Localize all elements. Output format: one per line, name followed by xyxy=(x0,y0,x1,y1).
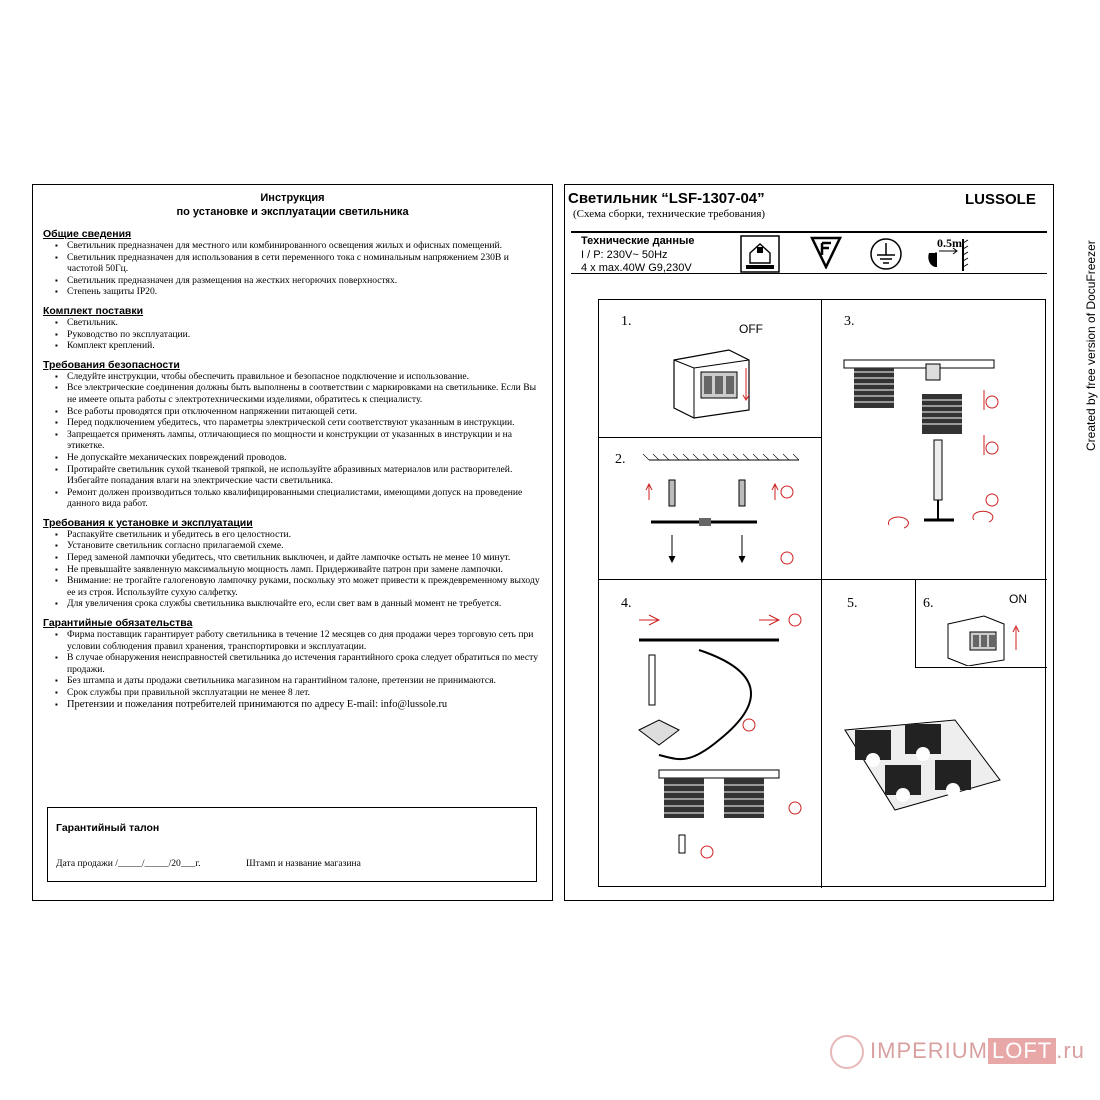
wiring-diagram xyxy=(619,610,819,880)
list-item: ▪ Для увеличения срока службы светильника выключайте его, если свет вам в данный момент не требуется. xyxy=(43,598,543,610)
stamp-label: Штамп и название магазина xyxy=(246,858,361,869)
list-item: ▪ Руководство по эксплуатации. xyxy=(43,329,543,341)
list-item: ▪ Перед заменой лампочки убедитесь, что светильник выключен, и дайте лампочке остыть не менее 10 минут. xyxy=(43,552,543,564)
mounting-screws-diagram xyxy=(639,450,809,570)
email-line: ▪ Претензии и пожелания потребителей принимаются по адресу E-mail: info@lussole.ru xyxy=(43,699,543,711)
list-item: ▪ Светильник. xyxy=(43,317,543,329)
title-line-2: по установке и эксплуатации светильника xyxy=(176,206,409,218)
list-item: ▪ Фирма поставщик гарантирует работу светильника в течение 12 месяцев со дня продажи через торговую сеть при условии соблюдения правил хранения, транспортировки и эксплуатации. xyxy=(43,629,543,652)
watermark xyxy=(830,1035,1085,1069)
section-heading: Требования к установке и эксплуатации xyxy=(43,516,253,529)
section-heading: Требования безопасности xyxy=(43,358,180,371)
sidebar-note xyxy=(1084,240,1098,451)
document-title xyxy=(33,191,552,219)
instructions-panel xyxy=(32,184,553,901)
ground-icon xyxy=(869,237,903,276)
list-item: ▪ Все работы проводятся при отключенном напряжении питающей сети. xyxy=(43,406,543,418)
switch-on-icon xyxy=(944,610,1024,666)
brand-name: LUSSOLE xyxy=(965,191,1036,208)
sale-date-label: Дата продажи /_____/_____/20___г. xyxy=(56,858,201,869)
list-item: ▪ Светильник предназначен для использования в сети переменного тока с номинальным напряжением 230В и частотой 50Гц. xyxy=(43,252,543,275)
list-item: ▪ Степень защиты IP20. xyxy=(43,286,543,298)
subtitle: (Схема сборки, технические требования) xyxy=(573,208,766,220)
list-item: ▪ Светильник предназначен для местного или комбинированного освещения жилых и офисных помещений. xyxy=(43,240,543,252)
step-number: 2. xyxy=(615,452,626,467)
step-number: 4. xyxy=(621,596,632,611)
list-item: ▪ Распакуйте светильник и убедитесь в его целостности. xyxy=(43,529,543,541)
title-line-1: Инструкция xyxy=(260,192,325,204)
distance-0-5m-icon xyxy=(925,233,969,278)
step-number: 3. xyxy=(844,314,855,329)
watermark-text: IMPERIUM xyxy=(870,1037,988,1063)
list-item: ▪ Ремонт должен производиться только квалифицированными специалистами, имеющими допуск на проведение данного вида работ. xyxy=(43,487,543,510)
assembly-panel xyxy=(564,184,1054,901)
instructions-content xyxy=(43,228,543,717)
list-item: ▪ Установите светильник согласно прилагаемой схеме. xyxy=(43,540,543,552)
assembly-steps-grid xyxy=(598,299,1046,887)
crown-logo-icon xyxy=(830,1035,864,1069)
product-title: Светильник “LSF-1307-04” xyxy=(568,190,765,207)
assembled-fixture-diagram xyxy=(835,710,1005,840)
list-item: ▪ Все электрические соединения должны быть выполнены в соответствии с маркировками на светильнике. Если Вы не имеете опыта работы с электротехническими изделиями, обратитесь к специалисту. xyxy=(43,382,543,405)
section-warranty xyxy=(43,617,543,710)
docufreezer-note: Created by free version of DocuFreezer xyxy=(1084,240,1098,451)
list-item: ▪ Внимание: не трогайте галогеновую лампочку руками, поскольку это может привести к преждевременному выходу ее из строя. Используйте сухую салфетку. xyxy=(43,575,543,598)
watermark-loft: LOFT xyxy=(988,1038,1056,1064)
list-item: ▪ Комплект креплений. xyxy=(43,340,543,352)
section-heading: Гарантийные обязательства xyxy=(43,617,193,630)
watermark-tld: .ru xyxy=(1056,1037,1085,1063)
off-label: OFF xyxy=(739,322,763,336)
list-item: ▪ Запрещается применять лампы, отличающиеся по мощности и конструкции от указанных в инструкции и на этикетке. xyxy=(43,429,543,452)
list-item: ▪ Без штампа и даты продажи светильника магазином на гарантийном талоне, претензии не принимаются. xyxy=(43,675,543,687)
lamp-install-diagram xyxy=(834,350,1034,570)
list-item: ▪ В случае обнаружения неисправностей светильника до истечения гарантийного срока следует обратиться по месту продажи. xyxy=(43,652,543,675)
section-installation xyxy=(43,517,543,610)
section-heading: Общие сведения xyxy=(43,228,132,240)
tech-voltage: I / P: 230V~ 50Hz xyxy=(581,249,668,261)
list-item: ▪ Не превышайте заявленную максимальную мощность ламп. Придерживайте патрон при замене лампочки. xyxy=(43,564,543,576)
list-item: ▪ Перед подключением убедитесь, что параметры электрической сети соответствуют указанным в инструкции. xyxy=(43,417,543,429)
step-number: 6. xyxy=(923,596,934,611)
list-item: ▪ Светильник предназначен для размещения на жестких негорючих поверхностях. xyxy=(43,275,543,287)
warranty-coupon xyxy=(47,807,537,882)
divider xyxy=(571,231,1047,233)
distance-label: 0.5m xyxy=(937,236,962,250)
on-label: ON xyxy=(1009,592,1027,606)
list-item: ▪ Срок службы при правильной эксплуатации не менее 8 лет. xyxy=(43,687,543,699)
list-item: ▪ Следуйте инструкции, чтобы обеспечить правильное и безопасное подключение и использование. xyxy=(43,371,543,383)
tech-lamps: 4 x max.40W G9,230V xyxy=(581,262,692,274)
f-mark-icon xyxy=(810,235,842,274)
section-general xyxy=(43,228,543,298)
section-safety xyxy=(43,359,543,510)
section-package xyxy=(43,305,543,352)
warranty-title: Гарантийный талон xyxy=(56,822,160,834)
step-number: 1. xyxy=(621,314,632,329)
section-heading: Комплект поставки xyxy=(43,304,144,317)
tech-heading: Технические данные xyxy=(581,235,695,247)
list-item: ▪ Протирайте светильник сухой тканевой тряпкой, не используйте абразивных материалов или растворителей. Избегайте попадания влаги на электрические части светильника. xyxy=(43,464,543,487)
step-number: 5. xyxy=(847,596,858,611)
list-item: ▪ Не допускайте механических повреждений проводов. xyxy=(43,452,543,464)
switch-box-icon xyxy=(669,340,759,420)
indoor-use-icon xyxy=(740,235,780,278)
